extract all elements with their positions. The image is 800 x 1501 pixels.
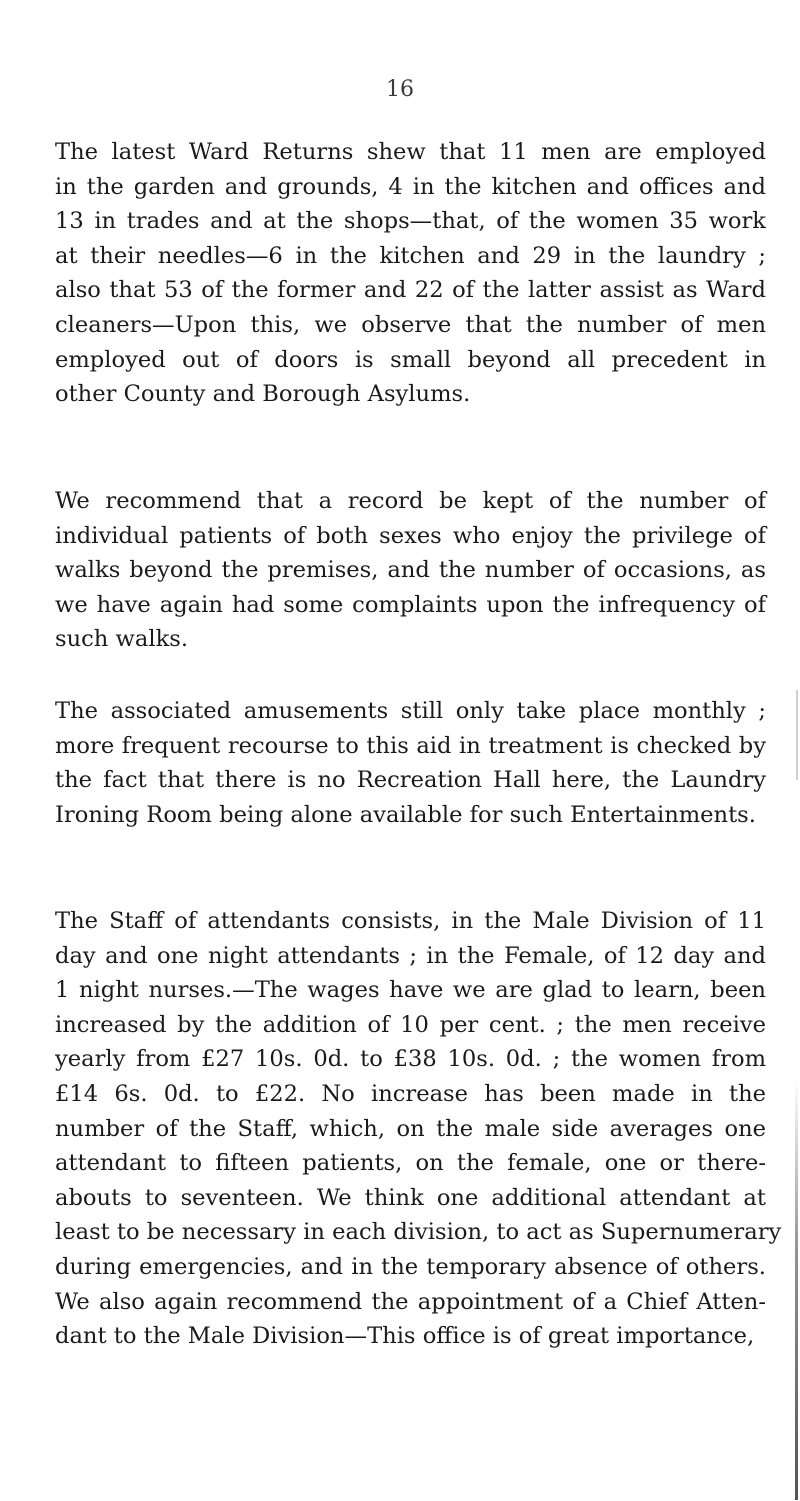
text-line: 13 in trades and at the shops—that, of the women 35 work xyxy=(55,208,766,235)
text-line: we have again had some complaints upon the infrequency of xyxy=(55,591,766,618)
paragraph-ward-returns xyxy=(55,135,766,412)
text-line: at their needles—6 in the kitchen and 29 in the laundry ; xyxy=(55,242,766,269)
paragraph-staff-attendants xyxy=(55,904,782,1354)
text-line: in the garden and grounds, 4 in the kitchen and offices and xyxy=(55,173,766,200)
text-line: 1 night nurses.—The wages have we are glad to learn, been xyxy=(55,977,766,1004)
text-line: walks beyond the premises, and the number of occasions, as xyxy=(55,557,766,584)
text-line: during emergencies, and in the temporary absence of others. xyxy=(55,1253,766,1280)
scan-edge-shadow xyxy=(796,690,798,780)
text-line: least to be necessary in each division, to act as Supernumerary xyxy=(55,1219,782,1246)
text-line: The associated amusements still only take place monthly ; xyxy=(55,698,766,724)
text-line: other County and Borough Asylums. xyxy=(55,381,471,408)
text-line: cleaners—Upon this, we observe that the number of men xyxy=(55,311,766,338)
text-line: employed out of doors is small beyond all precedent in xyxy=(55,346,766,373)
text-line: such walks. xyxy=(55,626,189,653)
text-line: abouts to seventeen. We think one additional attendant at xyxy=(55,1184,766,1211)
text-line: We recommend that a record be kept of the number of xyxy=(55,488,766,514)
text-line: more frequent recourse to this aid in treatment is checked by xyxy=(55,732,766,759)
text-line: The Staff of attendants consists, in the Male Division of 11 xyxy=(55,908,766,934)
scan-edge-shadow xyxy=(795,1080,798,1500)
text-line: dant to the Male Division—This office is of great importance, xyxy=(55,1323,755,1350)
paragraph-walks-record xyxy=(55,484,766,657)
text-line: day and one night attendants ; in the Female, of 12 day and xyxy=(55,942,766,969)
text-line: also that 53 of the former and 22 of the latter assist as Ward xyxy=(55,277,766,304)
paragraph-amusements xyxy=(55,694,766,832)
text-line: increased by the addition of 10 per cent. ; the men receive xyxy=(55,1011,766,1038)
page-number: 16 xyxy=(386,77,414,102)
text-line: £14 6s. 0d. to £22. No increase has been made in the xyxy=(55,1080,766,1107)
text-line: Ironing Room being alone available for such Entertainments. xyxy=(55,801,756,828)
text-line: attendant to fifteen patients, on the female, one or there- xyxy=(55,1150,766,1177)
text-line: We also again recommend the appointment of a Chief Atten- xyxy=(55,1288,766,1315)
text-line: yearly from £27 10s. 0d. to £38 10s. 0d. ; the women from xyxy=(55,1046,766,1073)
text-line: number of the Staff, which, on the male side averages one xyxy=(55,1115,766,1142)
text-line: individual patients of both sexes who enjoy the privilege of xyxy=(55,522,766,549)
text-line: The latest Ward Returns shew that 11 men are employed xyxy=(55,139,766,165)
text-line: the fact that there is no Recreation Hall here, the Laundry xyxy=(55,767,766,794)
